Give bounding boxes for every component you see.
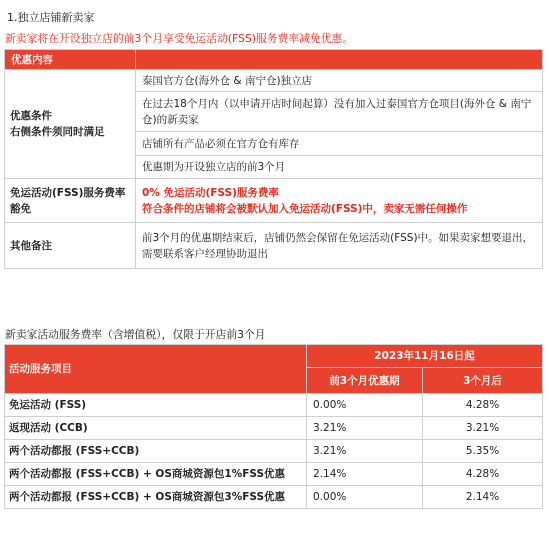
row-after3: 2.14%	[423, 486, 543, 509]
fss-waiver-value	[136, 179, 543, 223]
fss-label-line1: 免运活动(FSS)服务费率	[10, 186, 126, 199]
condition-item: 店铺所有产品必须在官方仓有库存	[136, 132, 543, 156]
row-after3: 4.28%	[423, 463, 543, 486]
fss-label-line2: 豁免	[10, 202, 31, 215]
conditions-label-line1: 优惠条件	[10, 110, 52, 122]
table-row	[5, 394, 543, 417]
condition-item: 在过去18个月内（以申请开店时间起算）没有加入过泰国官方仓项目(海外仓 & 南宁仓)的新卖家	[136, 92, 543, 132]
row-first3: 2.14%	[307, 463, 423, 486]
col-item-header: 活动服务项目	[5, 345, 307, 394]
condition-item: 泰国官方仓(海外仓 & 南宁仓)独立店	[136, 70, 543, 92]
row-first3: 0.00%	[307, 486, 423, 509]
row-after3: 3.21%	[423, 417, 543, 440]
row-name: 两个活动都报 (FSS+CCB) + OS商城资源包3%FSS优惠	[5, 486, 307, 509]
section1-note: 新卖家将在开设独立店的前3个月享受免运活动(FSS)服务费率减免优惠。	[5, 32, 354, 45]
row-after3: 5.35%	[423, 440, 543, 463]
table-row	[5, 417, 543, 440]
promotion-table	[4, 49, 543, 269]
table-row	[5, 486, 543, 509]
fss-waiver-label	[5, 179, 136, 223]
conditions-label	[5, 70, 136, 179]
section1-title: 1.独立店铺新卖家	[7, 11, 95, 24]
row-name: 返现活动 (CCB)	[5, 417, 307, 440]
row-first3: 3.21%	[307, 417, 423, 440]
date-header: 2023年11月16日起	[307, 345, 543, 368]
table-row	[5, 463, 543, 486]
col-first3-header: 前3个月优惠期	[307, 368, 423, 394]
promotion-header: 优惠内容	[5, 50, 136, 70]
conditions-label-line2: 右侧条件须同时满足	[10, 126, 105, 138]
row-name: 两个活动都报 (FSS+CCB)	[5, 440, 307, 463]
row-first3: 3.21%	[307, 440, 423, 463]
col-after3-header: 3个月后	[423, 368, 543, 394]
other-notes-label: 其他备注	[5, 223, 136, 269]
row-after3: 4.28%	[423, 394, 543, 417]
row-first3: 0.00%	[307, 394, 423, 417]
promotion-header-filler	[136, 50, 543, 70]
other-notes-value: 前3个月的优惠期结束后，店铺仍然会保留在免运活动(FSS)中。如果卖家想要退出，需要联系客户经理协助退出	[136, 223, 543, 269]
section2-title: 新卖家活动服务费率（含增值税），仅限于开店前3个月	[5, 328, 266, 341]
fee-rate-table	[4, 344, 543, 509]
fss-value-line1: 0% 免运活动(FSS)服务费率	[142, 186, 279, 199]
row-name: 免运活动 (FSS)	[5, 394, 307, 417]
condition-item: 优惠期为开设独立店的前3个月	[136, 156, 543, 179]
table-row	[5, 440, 543, 463]
row-name: 两个活动都报 (FSS+CCB) + OS商城资源包1%FSS优惠	[5, 463, 307, 486]
fss-value-line2: 符合条件的店铺将会被默认加入免运活动(FSS)中，卖家无需任何操作	[142, 202, 468, 215]
